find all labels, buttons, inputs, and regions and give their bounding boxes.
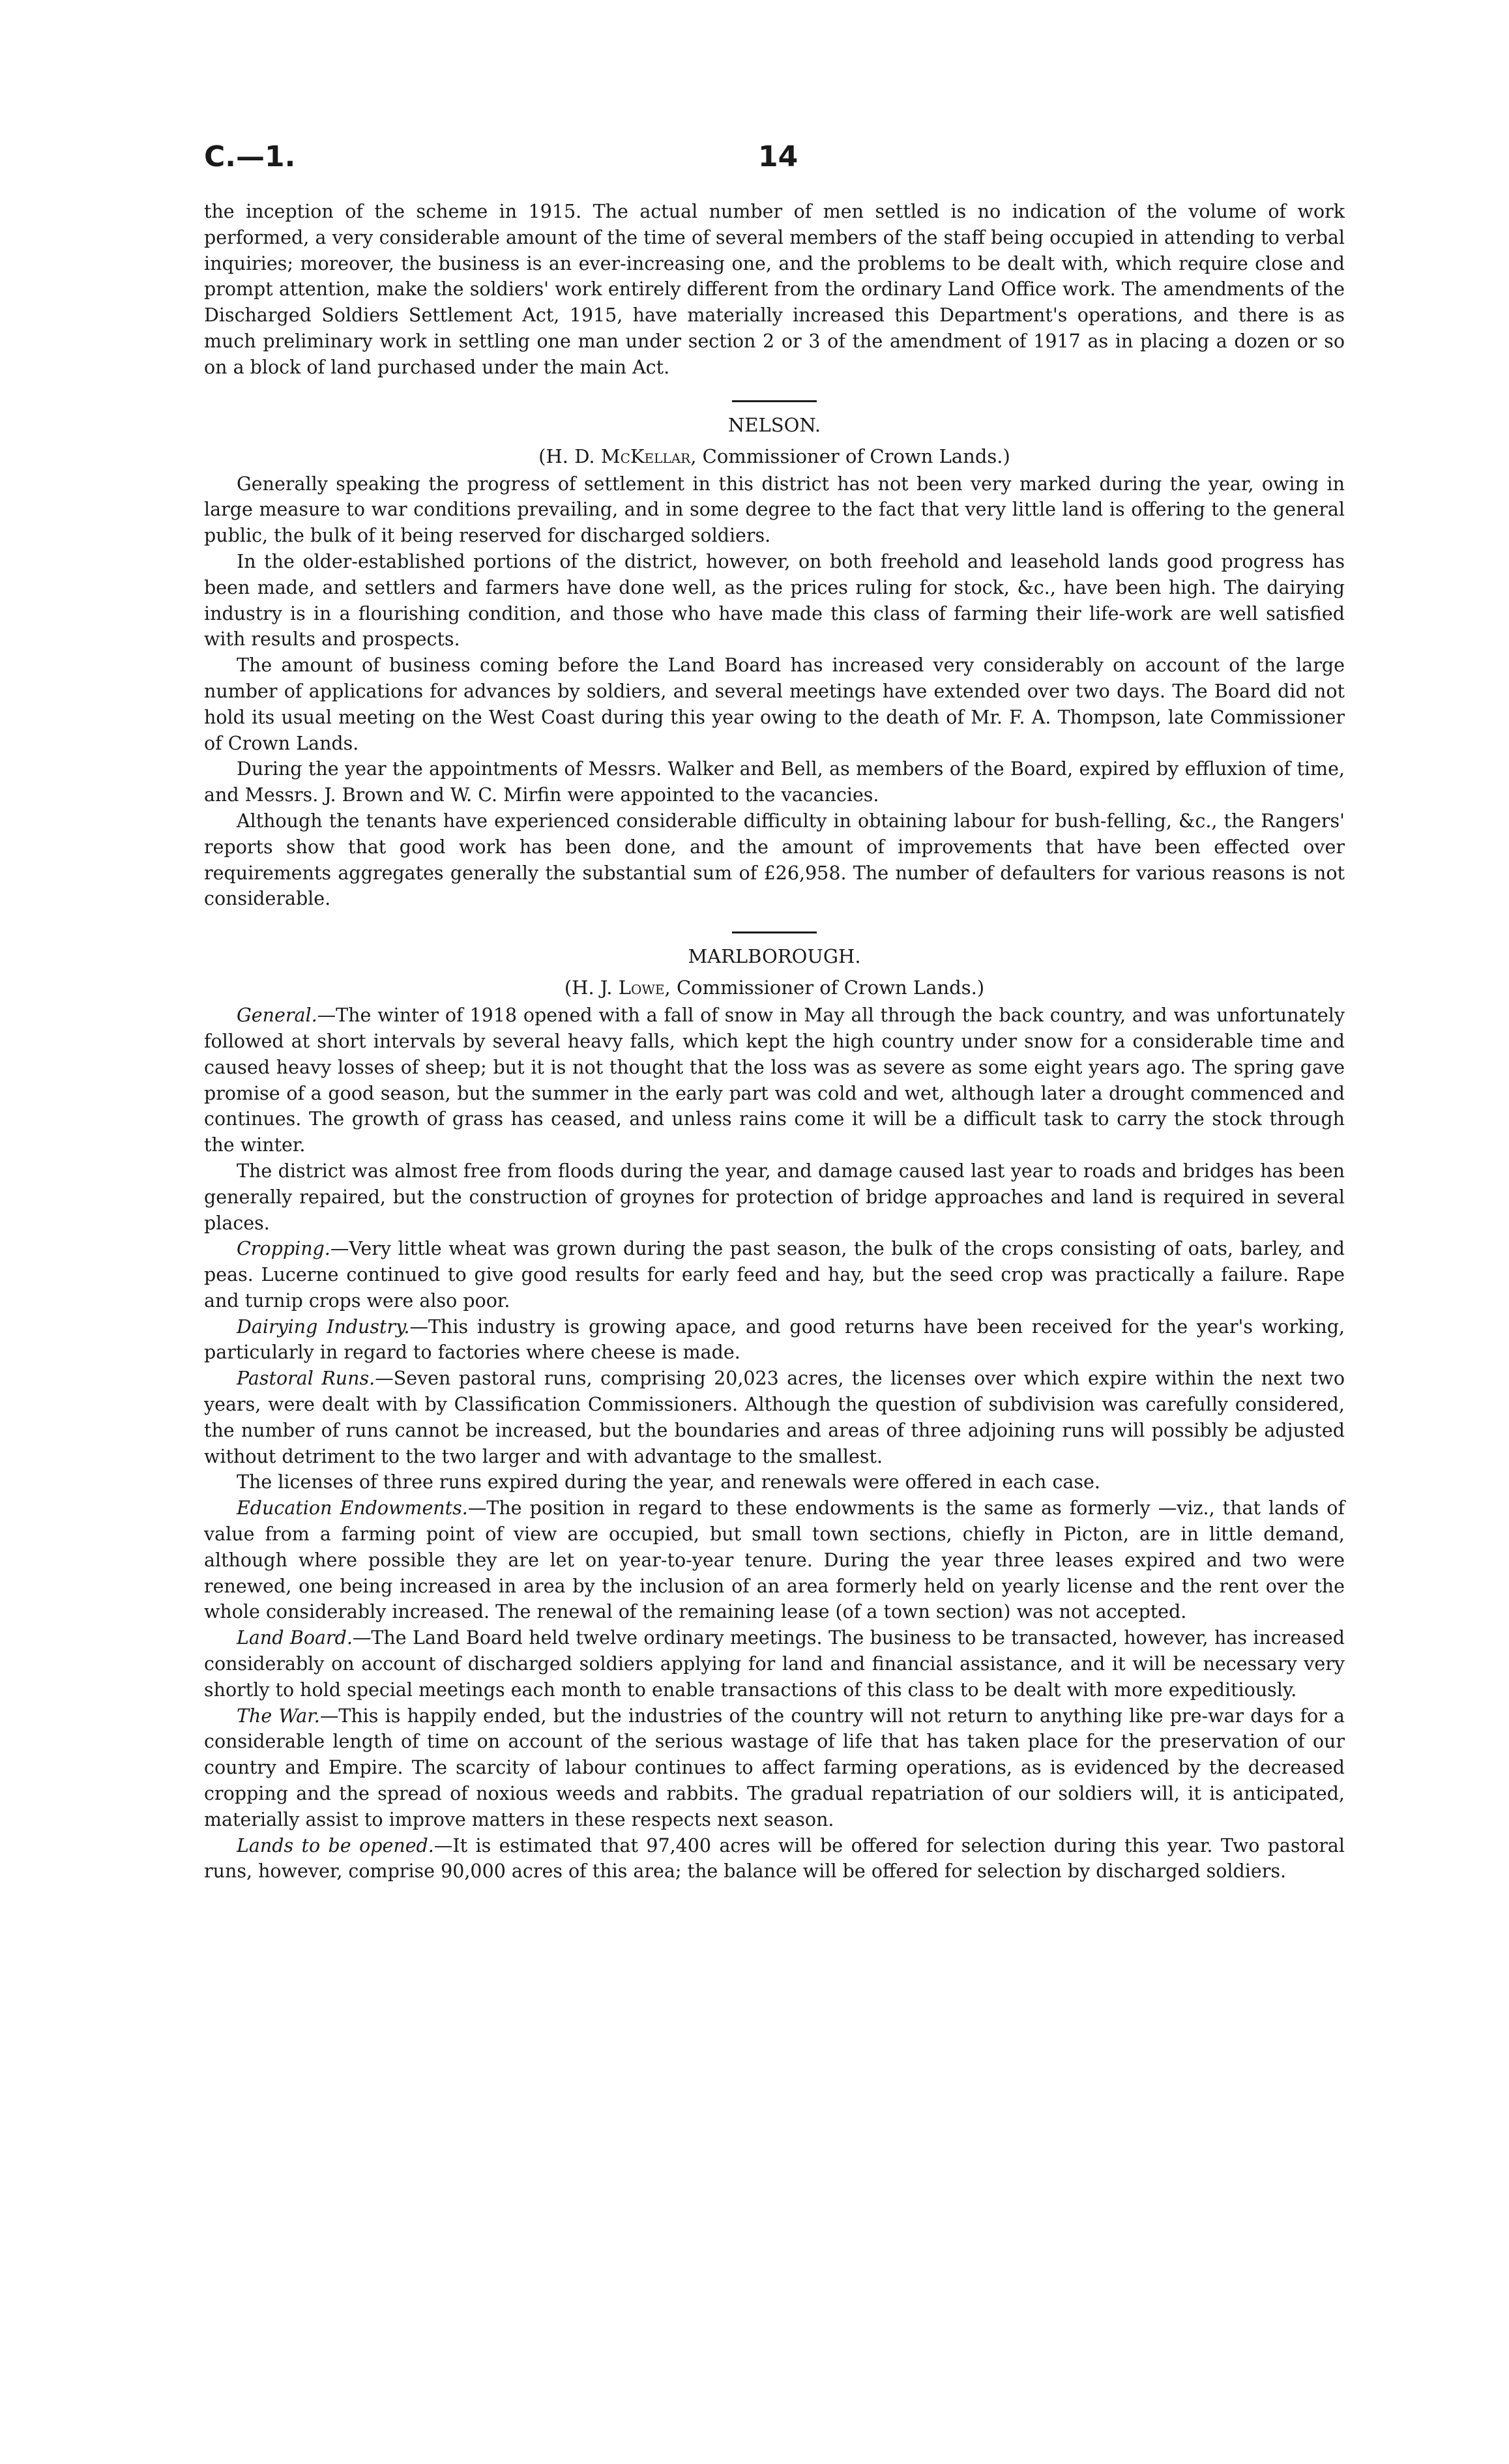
marlborough-title: MARLBOROUGH. xyxy=(688,945,861,968)
cropping-text: —Very little wheat was grown during the past season, the bulk of the crops consisting of oats, barley, and peas. Lucerne continued to give good results for early feed and hay, but the seed crop was practically a failure. Rape and turnip crops were also poor. xyxy=(204,1238,1345,1312)
page-number: 14 xyxy=(758,140,798,173)
dairying-paragraph xyxy=(204,1314,1345,1366)
document-reference: C.—1. xyxy=(204,140,296,173)
education-subheading: Education Endowments. xyxy=(237,1497,468,1519)
war-text: —This is happily ended, but the industries of the country will not return to anything like pre-war days for a considerable length of time on account of the serious wastage of life that has taken place for the preservation of our country and Empire. The scarcity of labour continues to affect farming operations, as is evidenced by the decreased cropping and the spread of noxious weeds and rabbits. The gradual repatriation of our soldiers will, it is anticipated, materially assist to improve matters in these respects next season. xyxy=(204,1705,1345,1830)
pastoral-text: —Seven pastoral runs, comprising 20,023 acres, the licenses over which expire within the next two years, were dealt with by Classification Commissioners. Although the question of subdivision was carefully considered, the number of runs cannot be increased, but the boundaries and areas of three adjoining runs will possibly be adjusted without detriment to the two larger and with advantage to the smallest. xyxy=(204,1368,1345,1467)
nelson-paragraph: The amount of business coming before the Land Board has increased very considerably on account of the large number of applications for advances by soldiers, and several meetings have extended over two days. The Board did not hold its usual meeting on the West Coast during this year owing to the death of Mr. F. A. Thompson, late Commissioner of Crown Lands. xyxy=(204,654,1345,754)
nelson-paragraph: During the year the appointments of Messrs. Walker and Bell, as members of the Board, expired by effluxion of time, and Messrs. J. Brown and W. C. Mirfin were appointed to the vacancies. xyxy=(204,758,1345,806)
floods-paragraph: The district was almost free from floods during the year, and damage caused last year to roads and bridges has been generally repaired, but the construction of groynes for protection of bridge approaches and land is required in several places. xyxy=(204,1160,1345,1234)
nelson-commissioner xyxy=(204,443,1345,470)
marlborough-commissioner-suffix: , Commissioner of Crown Lands.) xyxy=(664,976,985,999)
lands-text: —It is estimated that 97,400 acres will be offered for selection during this year. Two pastoral runs, however, comprise 90,000 acres of this area; the balance will be offered for selection by discharged soldiers. xyxy=(204,1834,1345,1883)
section-divider xyxy=(732,400,817,402)
cropping-subheading: Cropping. xyxy=(237,1238,330,1260)
licenses-paragraph: The licenses of three runs expired during the year, and renewals were offered in each case. xyxy=(237,1471,1100,1493)
nelson-paragraph: Although the tenants have experienced considerable difficulty in obtaining labour for bush-felling, &c., the Rangers' reports show that good work has been done, and the amount of improvements that have been effected over requirements aggregates generally the substantial sum of £26,958. The number of defaulters for various reasons is not considerable. xyxy=(204,810,1345,910)
marlborough-commissioner-prefix: (H. J. xyxy=(564,976,619,999)
land-board-subheading: Land Board. xyxy=(237,1627,353,1649)
nelson-paragraph: Generally speaking the progress of settlement in this district has not been very marked during the year, owing in large measure to war conditions prevailing, and in some degree to the fact that very little land is offering to the general public, the bulk of it being reserved for discharged soldiers. xyxy=(204,473,1345,547)
nelson-title: NELSON. xyxy=(727,413,821,436)
war-subheading: The War. xyxy=(237,1705,320,1727)
lands-paragraph xyxy=(204,1833,1345,1885)
document-page xyxy=(204,140,1345,1885)
section-divider xyxy=(732,931,817,933)
pastoral-paragraph xyxy=(204,1366,1345,1469)
page-header xyxy=(204,140,1345,199)
lands-subheading: Lands to be opened. xyxy=(237,1834,434,1856)
education-text: —The position in regard to these endowments is the same as formerly —viz., that lands of value from a farming point of view are occupied, but small town sections, chiefly in Picton, are in little demand, although where possible they are let on year-to-year tenure. During the year three leases expired and two were renewed, one being increased in area by the inclusion of an area formerly held on yearly license and the rent over the whole considerably increased. The renewal of the remaining lease (of a town section) was not accepted. xyxy=(204,1497,1345,1623)
general-paragraph xyxy=(204,1003,1345,1158)
education-paragraph xyxy=(204,1495,1345,1625)
pastoral-subheading: Pastoral Runs. xyxy=(237,1368,375,1390)
intro-paragraph: the inception of the scheme in 1915. The actual number of men settled is no indication of the volume of work performed, a very considerable amount of the time of several members of the staff being occupied in attending to verbal inquiries; moreover, the business is an ever-increasing one, and the problems to be dealt with, which require close and prompt attention, make the soldiers' work entirely different from the ordinary Land Office work. The amendments of the Discharged Soldiers Settlement Act, 1915, have materially increased this Department's operations, and there is as much preliminary work in settling one man under section 2 or 3 of the amendment of 1917 as in placing a dozen or so on a block of land purchased under the main Act. xyxy=(204,201,1345,378)
nelson-commissioner-name: McKellar xyxy=(600,445,691,467)
marlborough-commissioner xyxy=(204,974,1345,1001)
war-paragraph xyxy=(204,1703,1345,1833)
nelson-paragraph: In the older-established portions of the district, however, on both freehold and leasehold lands good progress has been made, and settlers and farmers have done well, as the prices ruling for stock, &c., have been high. The dairying industry is in a flourishing condition, and those who have made this class of farming their life-work are well satisfied with results and prospects. xyxy=(204,550,1345,651)
cropping-paragraph xyxy=(204,1236,1345,1313)
general-subheading: General. xyxy=(237,1005,317,1027)
general-text: —The winter of 1918 opened with a fall of snow in May all through the back country, and was unfortunately followed at short intervals by several heavy falls, which kept the high country under snow for a considerable time and caused heavy losses of sheep; but it is not thought that the loss was as severe as some eight years ago. The spring gave promise of a good season, but the summer in the early part was cold and wet, although later a drought commenced and continues. The growth of grass has ceased, and unless rains come it will be a difficult task to carry the stock through the winter. xyxy=(204,1005,1345,1156)
nelson-commissioner-prefix: (H. D. xyxy=(538,445,601,467)
land-board-text: —The Land Board held twelve ordinary meetings. The business to be transacted, however, has increased considerably on account of discharged soldiers applying for land and financial assistance, and it will be necessary very shortly to hold special meetings each month to enable transactions of this class to be dealt with more expeditiously. xyxy=(204,1627,1345,1701)
land-board-paragraph xyxy=(204,1625,1345,1703)
nelson-commissioner-suffix: , Commissioner of Crown Lands.) xyxy=(690,445,1010,467)
dairying-text: —This industry is growing apace, and good returns have been received for the year's working, particularly in regard to factories where cheese is made. xyxy=(204,1315,1345,1364)
dairying-subheading: Dairying Industry. xyxy=(237,1315,410,1338)
marlborough-commissioner-name: Lowe xyxy=(618,976,665,999)
